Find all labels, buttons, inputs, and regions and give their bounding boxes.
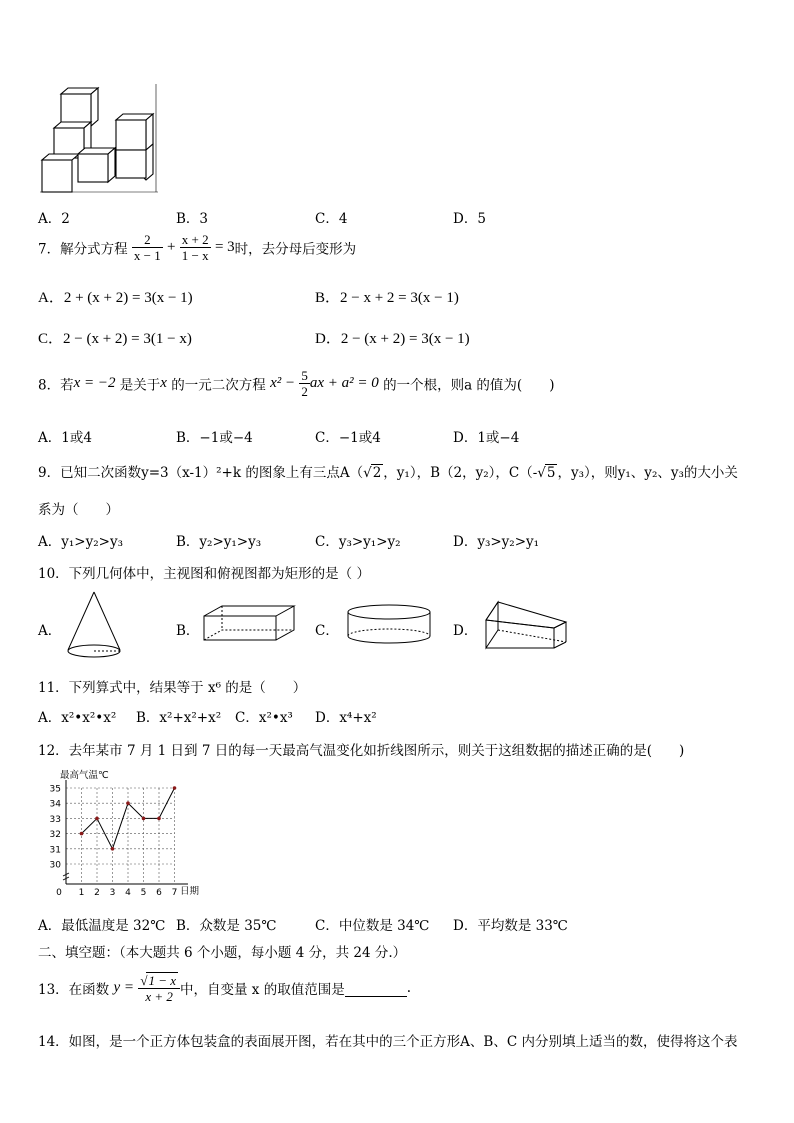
q7-equals: = 3 <box>214 239 235 255</box>
cylinder-figure <box>344 602 434 648</box>
cube-stack-figure <box>40 84 158 194</box>
section-2-heading: 二、填空题：（本大题共 6 个小题，每小题 4 分，共 24 分.） <box>38 945 407 961</box>
chart-data-point <box>157 817 161 821</box>
chart-x-tick-label: 5 <box>140 888 147 898</box>
q7-frac1-den: x − 1 <box>133 248 161 263</box>
q14-stem: 14．如图，是一个正方体包装盒的表面展开图，若在其中的三个正方形A、B、C 内分别填上适当的数，使得将这个表 <box>38 1034 738 1050</box>
prism-figure <box>482 598 572 650</box>
q7-plus: + <box>167 239 176 255</box>
q8-suffix: 的一个根，则a 的值为( ) <box>378 377 555 394</box>
q7-option-d: D．2 − (x + 2) = 3(x − 1) <box>315 331 470 347</box>
q9-option-d: D．y₃>y₂>y₁ <box>453 534 540 550</box>
q10-label-a: A． <box>38 623 62 639</box>
q6-option-b: B．3 <box>176 211 209 227</box>
q8-eq-a: x² − <box>270 375 296 391</box>
q13-suffix: 中，自变量 x 的取值范围是 <box>180 982 345 998</box>
q7-option-b: B．2 − x + 2 = 3(x − 1) <box>315 290 459 306</box>
q6-option-a: A．2 <box>38 211 70 227</box>
q7-option-a: A．2 + (x + 2) = 3(x − 1) <box>38 290 193 306</box>
q9-line1-b: ，y₁），B（2，y₂），C（- <box>383 465 538 481</box>
q13-sqrt-sign: √ <box>140 973 148 988</box>
cone-figure <box>64 590 124 662</box>
chart-x-tick-label: 2 <box>94 888 100 898</box>
chart-y-tick-label: 34 <box>49 799 61 810</box>
q11-stem: 11．下列算式中，结果等于 x⁶ 的是（ ） <box>38 680 307 696</box>
chart-ylabel: 最高气温℃ <box>60 770 109 781</box>
q9-stem-line2: 系为（ ） <box>38 502 119 518</box>
q9-line1-c: ，y₃），则y₁、y₂、y₃的大小关 <box>557 465 738 481</box>
q12-option-d: D．平均数是 33℃ <box>453 918 568 934</box>
chart-data-point <box>126 801 130 805</box>
q9-option-c: C．y₃>y₁>y₂ <box>315 534 401 550</box>
q13-prefix: 13．在函数 <box>38 982 110 998</box>
q9-sqrt-2: 5 <box>546 465 556 481</box>
q13-sqrt-content: 1 − x <box>148 973 176 988</box>
q13-fraction <box>138 972 180 1004</box>
q8-fraction <box>299 368 310 399</box>
q8-option-c: C．−1或4 <box>315 430 381 446</box>
chart-data-point <box>142 817 146 821</box>
q7-stem <box>38 232 356 263</box>
q9-option-b: B．y₂>y₁>y₃ <box>176 534 262 550</box>
q11-option-a: A．x²•x²•x² <box>38 710 117 726</box>
q8-mid: 是关于 <box>115 377 161 394</box>
chart-data-point <box>111 847 115 851</box>
q9-option-a: A．y₁>y₂>y₃ <box>38 534 123 550</box>
q9-stem-line1 <box>38 461 738 481</box>
q11-option-c: C．x²•x³ <box>235 710 293 726</box>
chart-y-tick-label: 35 <box>49 784 61 795</box>
chart-x-tick-label: 6 <box>156 888 162 898</box>
chart-xlabel: 日期 <box>180 886 200 897</box>
q7-fraction-2 <box>180 232 211 263</box>
temperature-line-chart <box>38 766 208 900</box>
chart-x-tick-label: 4 <box>125 888 131 898</box>
q9-sqrt-1: 2 <box>372 465 382 481</box>
q8-prefix: 8．若 <box>38 377 74 394</box>
q12-option-c: C．中位数是 34℃ <box>315 918 430 934</box>
q7-frac2-num: x + 2 <box>181 232 209 247</box>
q9-sqrt-sign-1: √ <box>363 465 372 481</box>
q13-frac-den: x + 2 <box>145 989 173 1004</box>
q13-stem <box>38 972 411 1004</box>
chart-x-tick-label: 3 <box>109 888 116 898</box>
chart-x-tick-label: 7 <box>171 888 178 898</box>
q6-option-d: D．5 <box>453 211 486 227</box>
q12-option-b: B．众数是 35℃ <box>176 918 277 934</box>
q8-option-a: A．1或4 <box>38 430 92 446</box>
q6-option-c: C．4 <box>315 211 348 227</box>
chart-data-point <box>95 817 99 821</box>
chart-data-point <box>80 832 84 836</box>
q9-line1-a: 9．已知二次函数y=3（x-1）²+k 的图象上有三点A（ <box>38 465 364 481</box>
q11-option-b: B．x²+x²+x² <box>136 710 222 726</box>
q13-y: y = <box>113 979 135 996</box>
q7-option-c: C．2 − (x + 2) = 3(1 − x) <box>38 331 192 347</box>
chart-y-tick-label: 33 <box>49 814 61 825</box>
q12-stem: 12．去年某市 7 月 1 日到 7 日的每一天最高气温变化如折线图所示，则关于这组数据的描述正确的是( ) <box>38 743 685 759</box>
q8-eq-b: ax + a² = 0 <box>309 375 379 391</box>
chart-y-tick-label: 31 <box>49 845 61 856</box>
q8-frac-num: 5 <box>301 368 308 383</box>
q11-option-d: D．x⁴+x² <box>315 710 377 726</box>
chart-x-tick-label: 1 <box>78 888 85 898</box>
q10-label-d: D． <box>453 623 478 639</box>
q8-option-d: D．1或−4 <box>453 430 520 446</box>
chart-x-tick-label: 0 <box>56 888 62 898</box>
q7-frac1-num: 2 <box>132 232 163 248</box>
q13-end: . <box>406 980 411 996</box>
chart-data-point <box>173 786 177 790</box>
cuboid-figure <box>200 604 300 644</box>
q13-frac-num <box>138 972 180 989</box>
q12-option-a: A．最低温度是 32℃ <box>38 918 166 934</box>
q7-suffix: 时，去分母后变形为 <box>234 241 357 258</box>
q13-answer-blank[interactable] <box>345 980 407 997</box>
chart-y-tick-label: 30 <box>49 860 61 871</box>
q8-stem <box>38 368 554 399</box>
q8-mid2: 的一元二次方程 <box>166 377 271 394</box>
q7-fraction-1 <box>132 232 163 263</box>
q10-label-b: B． <box>176 623 200 639</box>
q9-sqrt-sign-2: √ <box>537 465 546 481</box>
q10-label-c: C． <box>315 623 339 639</box>
q8-frac-den: 2 <box>301 384 308 399</box>
q8-var: x <box>160 375 167 391</box>
q8-option-b: B．−1或−4 <box>176 430 253 446</box>
q7-prefix: 7．解分式方程 <box>38 241 128 258</box>
chart-y-tick-label: 32 <box>49 830 61 841</box>
q10-stem: 10．下列几何体中，主视图和俯视图都为矩形的是（ ） <box>38 566 370 582</box>
q7-frac2-den: 1 − x <box>181 248 209 263</box>
q8-condition: x = −2 <box>73 375 116 391</box>
